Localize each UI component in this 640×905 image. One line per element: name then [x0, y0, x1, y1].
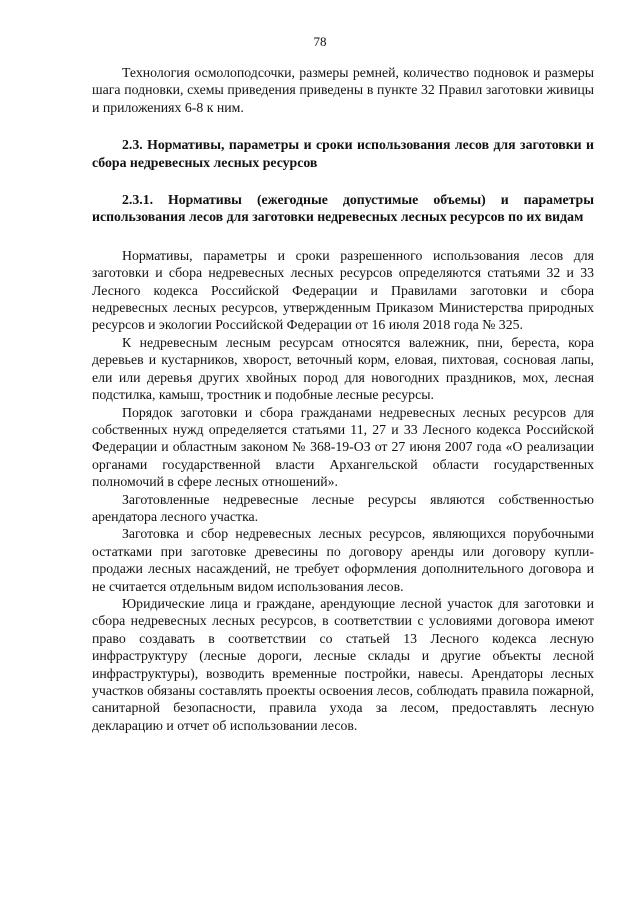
paragraph-ownership: Заготовленные недревесные лесные ресурсы являются собственностью арендатора лесного участка. — [92, 491, 594, 524]
document-body — [92, 64, 594, 734]
paragraph-resources-list: К недревесным лесным ресурсам относятся валежник, пни, береста, кора деревьев и кустарников, хворост, веточный корм, еловая, пихтовая, сосновая лапы, ели или деревья других хвойных пород для новогодних праздников, мох, лесная подстилка, камыш, тростник и подобные лесные ресурсы. — [92, 334, 594, 403]
section-heading: 2.3. Нормативы, параметры и сроки использования лесов для заготовки и сбора недревесных лесных ресурсов — [92, 137, 594, 170]
intro-paragraph: Технология осмолоподсочки, размеры ремней, количество подновок и размеры шага подновки, схемы приведения приведены в пункте 32 Правил заготовки живицы и приложениях 6-8 к ним. — [92, 65, 594, 115]
paragraph-logging-residues: Заготовка и сбор недревесных лесных ресурсов, являющихся порубочными остатками при заготовке древесины по договору аренды или договору купли-продажи лесных насаждений, не требует оформления дополнительного договора и не считается отдельным видом использования лесов. — [92, 526, 594, 594]
paragraph-norms: Нормативы, параметры и сроки разрешенного использования лесов для заготовки и сбора недревесных лесных ресурсов определяются статьями 32 и 33 Лесного кодекса Российской Федерации и Правилами заготовки и сбора недревесных лесных ресурсов, утвержденным Приказом Министерства природных ресурсов и экологии Российской Федерации от 16 июля 2018 года № 325. — [92, 247, 594, 333]
paragraph-lessee-rights: Юридические лица и граждане, арендующие лесной участок для заготовки и сбора недревесных лесных ресурсов, в соответствии с условиями договора имеют право создавать в соответствии со статьей 13 Лесного кодекса лесную инфраструктуру (лесные дороги, лесные склады и другие объекты лесной инфраструктуры), возводить временные постройки, навесы. Арендаторы лесных участков обязаны составлять проекты освоения лесов, соблюдать правила пожарной, санитарной безопасности, правила ухода за лесом, предоставлять лесную декларацию и отчет об использовании лесов. — [92, 595, 594, 733]
subsection-heading: 2.3.1. Нормативы (ежегодные допустимые объемы) и параметры использования лесов для заготовки недревесных лесных ресурсов по их видам — [92, 192, 594, 225]
page-number: 78 — [313, 34, 327, 49]
paragraph-citizens-order: Порядок заготовки и сбора гражданами недревесных лесных ресурсов для собственных нужд определяется статьями 11, 27 и 33 Лесного кодекса Российской Федерации и областным законом № 368-19-ОЗ от 27 июня 2007 года «О реализации органами государственной власти Архангельской области государственных полномочий в сфере лесных отношений». — [92, 404, 594, 490]
